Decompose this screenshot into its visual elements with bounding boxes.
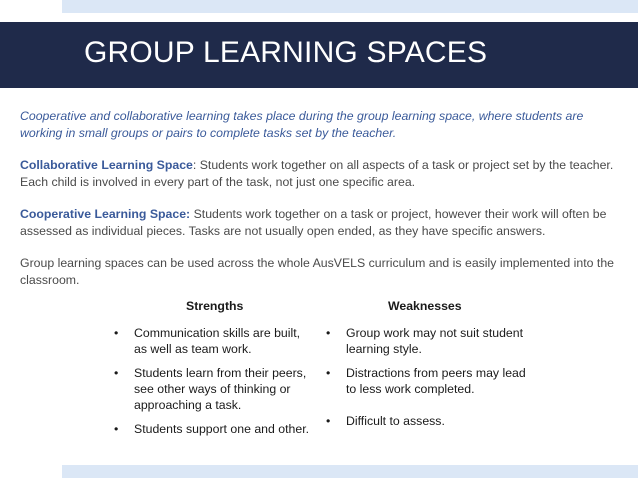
collaborative-text: : Students work together on all aspects of a task or project set by the teacher. Each child is involved in every part of the task, not just one specific area. bbox=[20, 158, 614, 189]
list-item bbox=[114, 325, 314, 357]
list-item bbox=[326, 365, 531, 397]
weakness-text: Distractions from peers may lead to less work completed. bbox=[346, 366, 526, 396]
weaknesses-heading: Weaknesses bbox=[388, 299, 462, 313]
bullet-icon: • bbox=[114, 366, 119, 380]
strength-text: Communication skills are built, as well as team work. bbox=[134, 326, 301, 356]
strengths-heading: Strengths bbox=[186, 299, 244, 313]
bullet-icon: • bbox=[326, 326, 331, 340]
cooperative-paragraph bbox=[20, 206, 620, 240]
bullet-icon: • bbox=[114, 422, 119, 436]
body-content bbox=[20, 108, 620, 304]
cooperative-text: Students work together on a task or project, however their work will often be assessed as individual pieces. Tasks are not usually open ended, as they have specific answers. bbox=[20, 207, 607, 238]
cooperative-term: Cooperative Learning Space: bbox=[20, 207, 191, 221]
group-paragraph: Group learning spaces can be used across the whole AusVELS curriculum and is easily implemented into the classroom. bbox=[20, 256, 614, 287]
bullet-icon: • bbox=[114, 326, 119, 340]
page-title: GROUP LEARNING SPACES bbox=[84, 36, 488, 69]
top-decorative-strip bbox=[62, 0, 638, 13]
list-item bbox=[114, 421, 314, 437]
strengths-list bbox=[114, 325, 314, 445]
strength-text: Students support one and other. bbox=[134, 422, 310, 436]
list-item bbox=[114, 365, 314, 413]
bullet-icon: • bbox=[326, 414, 331, 428]
bottom-decorative-strip bbox=[62, 465, 638, 478]
strength-text: Students learn from their peers, see other ways of thinking or approaching a task. bbox=[134, 366, 307, 412]
intro-paragraph: Cooperative and collaborative learning takes place during the group learning space, where students are working in small groups or pairs to complete tasks set by the teacher. bbox=[20, 109, 584, 140]
title-bar bbox=[0, 22, 638, 88]
list-item bbox=[326, 325, 531, 357]
collaborative-term: Collaborative Learning Space bbox=[20, 158, 193, 172]
weakness-text: Group work may not suit student learning style. bbox=[346, 326, 524, 356]
weakness-text: Difficult to assess. bbox=[346, 414, 445, 428]
bullet-icon: • bbox=[326, 366, 331, 380]
collaborative-paragraph bbox=[20, 157, 620, 191]
weaknesses-list bbox=[326, 325, 531, 437]
list-item bbox=[326, 413, 531, 429]
